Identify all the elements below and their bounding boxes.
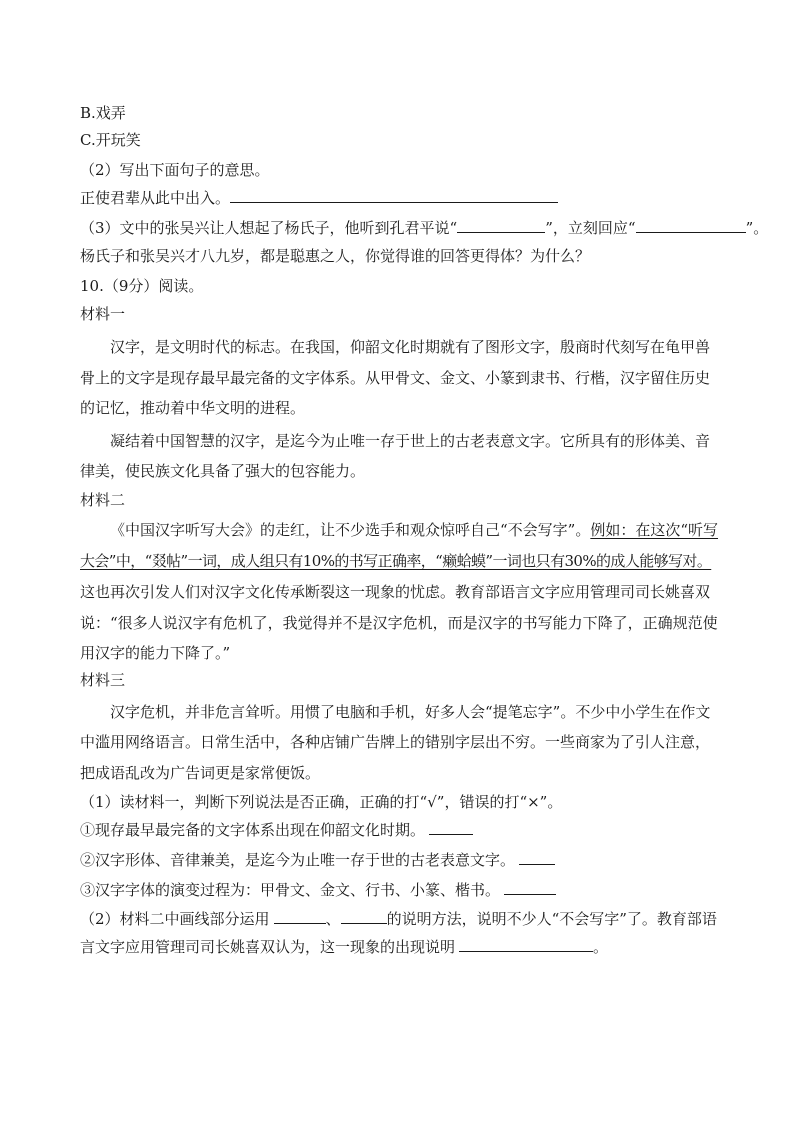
paragraph-line: 的记忆，推动着中华文明的进程。 bbox=[80, 399, 306, 417]
question-3-line-2: 杨氏子和张吴兴才八九岁，都是聪惠之人，你觉得谁的回答更得体？为什么？ bbox=[80, 247, 591, 265]
answer-blank[interactable] bbox=[457, 218, 545, 233]
paragraph-line: 律美，使民族文化具备了强大的包容能力。 bbox=[80, 462, 366, 480]
material-1-title: 材料一 bbox=[80, 305, 126, 323]
underlined-text: 大会”中，“叕帖”一词，成人组只有10%的书写正确率，“癞蛤蟆”一词也只有30%的成人能够写对。 bbox=[80, 552, 712, 570]
judgement-item-3: ③汉字字体的演变过程为：甲骨文、金文、行书、小篆、楷书。 bbox=[80, 880, 720, 900]
question-2-sentence: 正使君辈从此中出入。 bbox=[80, 188, 720, 208]
paragraph-line: 中滥用网络语言。日常生活中，各种店铺广告牌上的错别字层出不穷。一些商家为了引人注意， bbox=[80, 733, 711, 751]
option-c: C.开玩笑 bbox=[80, 131, 141, 149]
answer-blank[interactable] bbox=[341, 909, 387, 924]
answer-blank[interactable] bbox=[230, 188, 558, 203]
paragraph-line: 汉字危机，并非危言耸听。用惯了电脑和手机，好多人会“提笔忘字”。不少中小学生在作文 bbox=[110, 703, 711, 721]
option-b: B.戏弄 bbox=[80, 104, 126, 122]
paragraph-line: 凝结着中国智慧的汉字，是迄今为止唯一存于世上的古老表意文字。它所具有的形体美、音 bbox=[110, 432, 711, 450]
paragraph-line: 汉字，是文明时代的标志。在我国，仰韶文化时期就有了图形文字，殷商时代刻写在龟甲兽 bbox=[110, 338, 711, 356]
paragraph-line: 把成语乱改为广告词更是家常便饭。 bbox=[80, 764, 321, 782]
judgement-item-1: ①现存最早最完备的文字体系出现在仰韶文化时期。 bbox=[80, 820, 720, 840]
paragraph-line: 《中国汉字听写大会》的走红，让不少选手和观众惊呼自己“不会写字”。例如：在这次“听写 bbox=[110, 521, 719, 539]
question-2: （2）写出下面句子的意思。 bbox=[80, 161, 270, 179]
sub-question-1: （1）读材料一，判断下列说法是否正确，正确的打“√”，错误的打“×”。 bbox=[80, 793, 563, 811]
sub-question-2-line-2: 言文字应用管理司司长姚喜双认为，这一现象的出现说明 。 bbox=[80, 938, 609, 956]
judgement-item-2: ②汉字形体、音律兼美，是迄今为止唯一存于世的古老表意文字。 bbox=[80, 850, 720, 870]
paragraph-line: 说：“很多人说汉字有危机了，我觉得并不是汉字危机，而是汉字的书写能力下降了，正确规范使 bbox=[80, 614, 718, 632]
question-3: （3）文中的张吴兴让人想起了杨氏子，他听到孔君平说“ ”，立刻回应“ ”。 bbox=[80, 219, 769, 237]
answer-blank[interactable] bbox=[274, 909, 326, 924]
underlined-text: 例如：在这次“听写 bbox=[590, 521, 719, 539]
paragraph-line: 这也再次引发人们对汉字文化传承断裂这一现象的忧虑。教育部语言文字应用管理司司长姚喜双 bbox=[80, 583, 711, 601]
paragraph-line: 骨上的文字是现存最早最完备的文字体系。从甲骨文、金文、小篆到隶书、行楷，汉字留住历史 bbox=[80, 369, 711, 387]
answer-blank[interactable] bbox=[504, 880, 556, 895]
sub-question-2: （2）材料二中画线部分运用 、 的说明方法，说明不少人“不会写字”了。教育部语 bbox=[80, 910, 717, 928]
question-10-title: 10.（9分）阅读。 bbox=[80, 277, 204, 295]
answer-blank[interactable] bbox=[519, 850, 555, 865]
answer-blank[interactable] bbox=[459, 937, 593, 952]
answer-blank[interactable] bbox=[636, 218, 746, 233]
answer-blank[interactable] bbox=[429, 820, 473, 835]
material-2-title: 材料二 bbox=[80, 491, 126, 509]
material-3-title: 材料三 bbox=[80, 671, 126, 689]
paragraph-line: 用汉字的能力下降了。” bbox=[80, 644, 231, 662]
